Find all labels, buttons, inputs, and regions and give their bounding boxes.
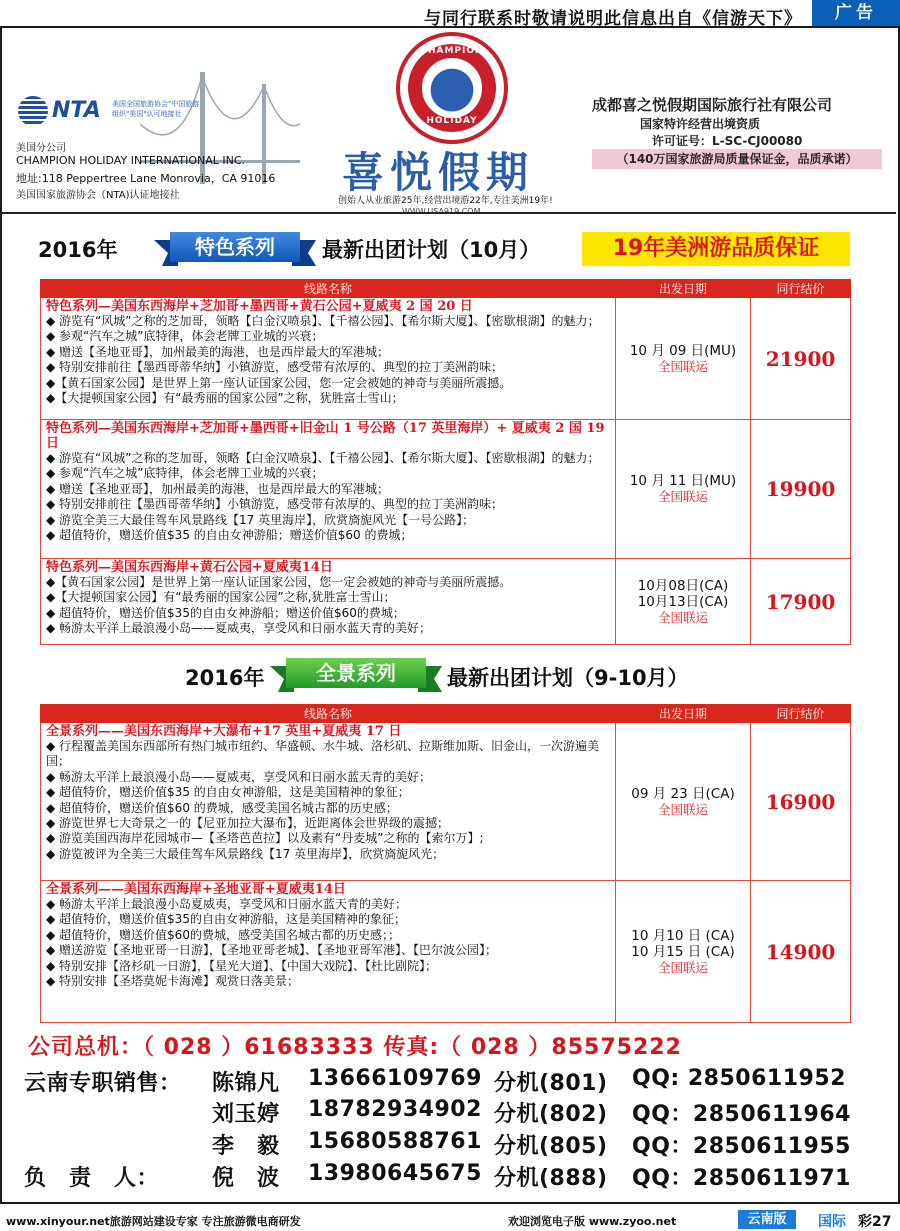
route-title: 特色系列—美国东西海岸+芝加哥+墨西哥+旧金山 1 号公路（17 英里海岸）+ 夏威夷 2 国 19 日 — [46, 421, 605, 451]
us-nta-cert: 美国国家旅游协会（NTA)认证地接社 — [16, 190, 180, 201]
agency-qualification: 国家特许经营出境资质 — [640, 117, 761, 131]
contact-role: 云南专职销售： — [24, 1071, 182, 1096]
quality-guarantee-badge: 19年美洲游品质保证 — [582, 232, 850, 266]
panorama-tour-table — [40, 704, 851, 1023]
section1-year: 2016年 — [38, 238, 118, 262]
us-address: 地址:118 Peppertree Lane Monrovia，CA 91016 — [16, 172, 276, 185]
joint-transport: 全国联运 — [657, 609, 708, 625]
ad-tag: 广告 — [812, 0, 900, 26]
route-bullet: ◆ 畅游太平洋上最浪漫小岛——夏威夷，享受风和日丽水蓝天青的美好； — [46, 769, 432, 784]
contact-name: 陈锦凡 — [212, 1071, 280, 1096]
route-bullet: ◆ 游览有“风城”之称的芝加哥，领略【白金汉喷泉】、【千禧公园】、【希尔斯大厦】、【密歇根湖】的魅力； — [46, 314, 600, 328]
brand-slogan: 创始人从业旅游25年,经营出境游22年,专注美洲19年! — [338, 196, 553, 206]
us-branch-label: 美国分公司 — [16, 143, 66, 154]
departure-date: 09 月 23 日(CA) — [631, 785, 735, 802]
source-notice: 与同行联系时敬请说明此信息出自《信游天下》 — [424, 9, 802, 29]
contact-phone: 15680588761 — [308, 1129, 482, 1154]
contact-qq: QQ：2850611971 — [632, 1166, 851, 1191]
route-cell — [41, 420, 616, 559]
price-cell: 16900 — [751, 723, 851, 881]
route-bullet: ◆ 参观“汽车之城”底特律，体会老牌工业城的兴衰； — [46, 329, 324, 344]
contact-ext: 分机(805) — [494, 1134, 608, 1159]
nta-logo — [18, 96, 200, 126]
route-bullet: ◆ 超值特价，赠送价值$35的自由女神游船，这是美国精神的象征； — [46, 912, 406, 927]
contact-name: 倪 波 — [212, 1166, 280, 1191]
joint-transport: 全国联运 — [657, 959, 708, 975]
col-date: 出发日期 — [616, 705, 751, 723]
table-row — [41, 298, 851, 420]
col-route: 线路名称 — [41, 280, 616, 298]
contact-ext: 分机(802) — [494, 1102, 608, 1127]
route-bullet: ◆ 游览被评为全美三大最佳驾车风景路线【17 英里海岸】，欣赏旖旎风光； — [46, 846, 445, 861]
route-cell — [41, 559, 616, 645]
col-date: 出发日期 — [616, 280, 751, 298]
route-bullet: ◆ 赠送游览【圣地亚哥一日游】，【圣地亚哥老城】、【圣地亚哥军港】、【巴尔波公园】； — [46, 943, 498, 958]
departure-date: 10 月 11 日(MU) — [629, 473, 737, 489]
yunnan-edition-badge: 云南版 — [738, 1210, 796, 1229]
route-bullet: ◆ 超值特价，赠送价值$60 的费城，感受美国名城古都的历史感； — [46, 800, 398, 815]
footer-left-text: www.xinyour.net旅游网站建设专家 专注旅游微电商研发 — [6, 1215, 301, 1228]
route-bullet: ◆ 特别安排前往【墨西哥蒂华纳】小镇游览，感受带有浓厚的、典型的拉丁美洲韵味； — [46, 360, 504, 375]
table-header-row — [41, 705, 851, 723]
date-cell — [616, 420, 751, 559]
route-bullet: ◆ 赠送【圣地亚哥】，加州最美的海港，也是西岸最大的军港城； — [46, 481, 390, 496]
date-cell — [616, 881, 751, 1023]
contact-name: 李 毅 — [212, 1134, 280, 1159]
route-bullet: ◆ 行程覆盖美国东西部所有热门城市纽约、华盛顿、水牛城、洛杉矶、拉斯维加斯、旧金山，一次游遍美国； — [46, 739, 600, 769]
departure-date: 10 月 09 日(MU) — [629, 342, 737, 359]
contact-ext: 分机(888) — [494, 1166, 608, 1191]
route-bullet: ◆ 畅游太平洋上最浪漫小岛夏威夷，享受风和日丽水蓝天青的美好； — [46, 897, 408, 911]
col-price: 同行结价 — [751, 280, 851, 298]
section2-ribbon-label: 全景系列 — [286, 658, 426, 688]
contact-name: 刘玉婷 — [212, 1102, 280, 1127]
international-section-label: 国际 — [818, 1214, 846, 1230]
route-title: 特色系列—美国东西海岸+芝加哥+墨西哥+黄石公园+夏威夷 2 国 20 日 — [46, 299, 473, 314]
contact-phone: 13980645675 — [308, 1161, 482, 1186]
route-bullet: ◆【大提顿国家公园】有“最秀丽的国家公园”之称,犹胜富士雪山； — [46, 590, 396, 605]
price-cell: 17900 — [751, 559, 851, 645]
champion-holiday-globe-icon — [396, 32, 508, 144]
contact-role: 负 责 人： — [24, 1166, 160, 1191]
route-bullet: ◆ 超值特价，赠送价值$60的费城，感受美国名城古都的历史感；； — [46, 927, 400, 942]
date-cell — [616, 559, 751, 645]
logo-bottom-text: HOLIDAY — [426, 116, 478, 126]
route-cell — [41, 298, 616, 420]
route-cell — [41, 723, 616, 881]
route-bullet: ◆ 特别安排【洛杉矶一日游】，【星光大道】、【中国大戏院】、【杜比剧院】； — [46, 958, 438, 973]
route-bullet: ◆【黄石国家公园】是世界上第一座认证国家公园，您一定会被她的神奇与美丽所震撼。 — [46, 375, 512, 390]
col-price: 同行结价 — [751, 705, 851, 723]
route-bullet: ◆【黄石国家公园】是世界上第一座认证国家公园，您一定会被她的神奇与美丽所震撼。 — [46, 575, 512, 589]
header-divider — [0, 212, 896, 214]
table-header-row — [41, 280, 851, 298]
price-cell: 14900 — [751, 881, 851, 1023]
contact-phone: 18782934902 — [308, 1097, 482, 1122]
logo-top-text: CHAMPION — [420, 46, 484, 56]
agency-name: 成都喜之悦假期国际旅行社有限公司 — [592, 96, 833, 114]
route-bullet: ◆ 游览全美三大最佳驾车风景路线【17 英里海岸】，欣赏旖旎风光【一号公路】； — [46, 512, 475, 527]
contact-ext: 分机(801) — [494, 1071, 608, 1096]
date-cell — [616, 723, 751, 881]
company-hotline: 公司总机：（ 028 ）61683333 传真:（ 028 ）85575222 — [28, 1035, 682, 1060]
agency-guarantee: （140万国家旅游局质量保证金，品质承诺） — [592, 149, 882, 169]
departure-date: 10 月10 日 (CA) — [631, 927, 735, 944]
contact-qq: QQ: 2850611952 — [632, 1066, 846, 1091]
table-row — [41, 723, 851, 881]
nta-logo-text: NTA — [52, 98, 101, 123]
price-cell: 21900 — [751, 298, 851, 420]
route-bullet: ◆ 超值特价，赠送价值$35 的自由女神游船；赠送价值$60 的费城； — [46, 528, 413, 543]
agency-license: 许可证号：L-SC-CJ00080 — [652, 134, 803, 148]
joint-transport: 全国联运 — [657, 489, 708, 504]
route-cell — [41, 881, 616, 1023]
section2-year: 2016年 — [185, 666, 265, 690]
route-title: 全景系列——美国东西海岸+大瀑布+17 英里+夏威夷 17 日 — [46, 724, 402, 739]
us-company-name: CHAMPION HOLIDAY INTERNATIONAL INC. — [16, 154, 246, 167]
section2-ribbon — [270, 658, 442, 694]
footer-website: 欢迎浏览电子版 www.zyoo.net — [508, 1215, 677, 1228]
route-bullet: ◆ 游览美国西海岸花园城市—【圣塔芭芭拉】以及素有“丹麦城”之称的【索尔万】; — [46, 831, 484, 846]
date-cell — [616, 298, 751, 420]
table-row — [41, 881, 851, 1023]
route-bullet: ◆ 游览世界七大奇景之一的【尼亚加拉大瀑布】，近距离体会世界级的震撼； — [46, 816, 450, 831]
route-bullet: ◆ 游览有“风城”之称的芝加哥，领略【白金汉喷泉】、【千禧公园】、【希尔斯大厦】、【密歇根湖】的魅力； — [46, 451, 600, 465]
section1-ribbon — [154, 232, 316, 268]
contact-qq: QQ：2850611964 — [632, 1102, 851, 1127]
route-bullet: ◆ 超值特价，赠送价值$35 的自由女神游船，这是美国精神的象征； — [46, 785, 410, 800]
section2-plan-title: 最新出团计划（9-10月） — [447, 666, 689, 690]
route-bullet: ◆ 畅游太平洋上最浪漫小岛——夏威夷，享受风和日丽水蓝天青的美好； — [46, 621, 432, 636]
contact-phone: 13666109769 — [308, 1066, 482, 1091]
route-bullet: ◆ 特别安排前往【墨西哥蒂华纳】小镇游览，感受带有浓厚的、典型的拉丁美洲韵味； — [46, 497, 504, 512]
contact-qq: QQ：2850611955 — [632, 1134, 851, 1159]
section1-plan-title: 最新出团计划（10月） — [322, 238, 541, 262]
joint-transport: 全国联运 — [657, 801, 708, 817]
route-title: 特色系列—美国东西海岸+黄石公园+夏威夷14日 — [46, 560, 333, 575]
featured-tour-table — [40, 279, 851, 645]
joint-transport: 全国联运 — [657, 358, 708, 374]
page-number: 彩27 — [858, 1214, 892, 1230]
route-bullet: ◆ 赠送【圣地亚哥】，加州最美的海港，也是西岸最大的军港城； — [46, 344, 390, 359]
table-row — [41, 420, 851, 559]
route-bullet: ◆ 超值特价，赠送价值$35的自由女神游船；赠送价值$60的费城； — [46, 605, 405, 620]
table-row — [41, 559, 851, 645]
top-bar — [0, 0, 900, 28]
nta-logo-caption: 美国全国旅游协会"中国旅游组织"美国"认可地接社 — [112, 100, 200, 118]
departure-date: 10月08日(CA) — [637, 577, 729, 594]
nta-globe-icon — [18, 96, 48, 126]
route-title: 全景系列——美国东西海岸+圣地亚哥+夏威夷14日 — [46, 882, 346, 897]
departure-date: 10月13日(CA) — [637, 593, 729, 610]
brand-name: 喜悦假期 — [342, 148, 535, 197]
departure-date: 10 月15 日 (CA) — [631, 943, 735, 960]
price-cell: 19900 — [751, 420, 851, 559]
route-bullet: ◆ 特别安排【圣塔莫妮卡海滩】观赏日落美景； — [46, 974, 300, 989]
route-bullet: ◆【大提顿国家公园】有“最秀丽的国家公园”之称，犹胜富士雪山； — [46, 391, 404, 406]
section1-ribbon-label: 特色系列 — [170, 232, 300, 262]
col-route: 线路名称 — [41, 705, 616, 723]
route-bullet: ◆ 参观“汽车之城”底特律，体会老牌工业城的兴衰； — [46, 466, 324, 481]
